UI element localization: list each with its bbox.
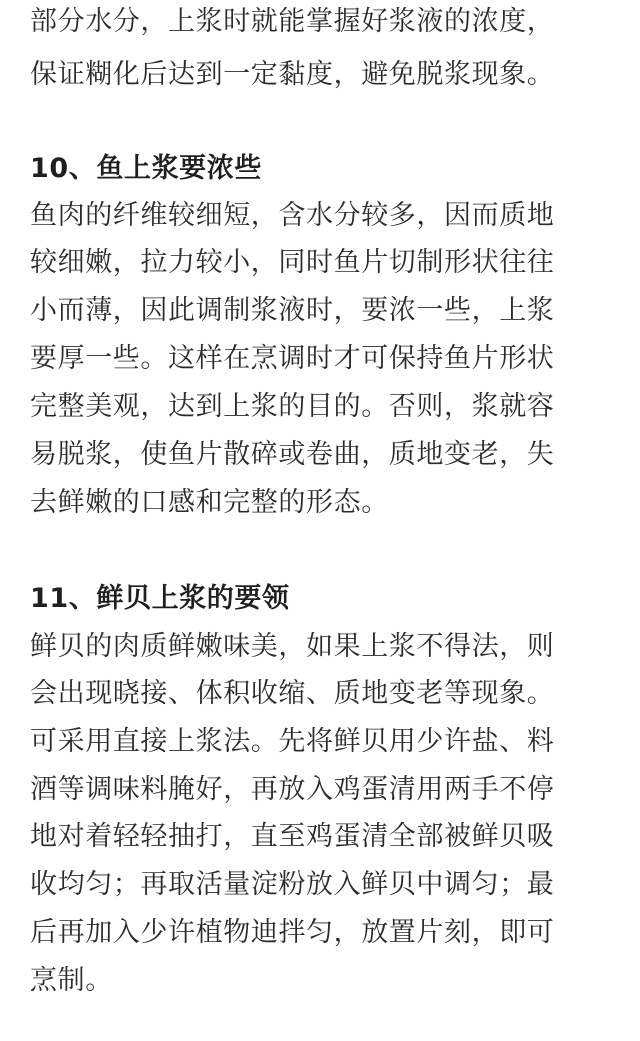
paragraph-line: 烹制。 <box>30 965 113 996</box>
paragraph-line: 鱼肉的纤维较细短，含水分较多，因而质地 <box>30 200 555 231</box>
paragraph-line: 后再加入少许植物迪拌匀，放置片刻，即可 <box>30 917 555 948</box>
paragraph-line: 收均匀；再取活量淀粉放入鲜贝中调匀；最 <box>30 869 555 900</box>
paragraph-line: 去鲜嫩的口感和完整的形态。 <box>30 487 389 518</box>
paragraph-line: 部分水分，上浆时就能掌握好浆液的浓度， <box>30 6 555 37</box>
section-heading-10: 10、鱼上浆要浓些 <box>30 153 262 184</box>
paragraph-line: 酒等调味料腌好，再放入鸡蛋清用两手不停 <box>30 774 555 805</box>
paragraph-line: 完整美观，达到上浆的目的。否则，浆就容 <box>30 391 555 422</box>
paragraph-line: 会出现晓接、体积收缩、质地变老等现象。 <box>30 678 555 709</box>
paragraph-line: 地对着轻轻抽打，直至鸡蛋清全部被鲜贝吸 <box>30 821 555 852</box>
paragraph-line: 易脱浆，使鱼片散碎或卷曲，质地变老，失 <box>30 439 555 470</box>
paragraph-line: 鲜贝的肉质鲜嫩味美，如果上浆不得法，则 <box>30 631 555 662</box>
paragraph-line: 可采用直接上浆法。先将鲜贝用少许盐、料 <box>30 726 555 757</box>
section-heading-11: 11、鲜贝上浆的要领 <box>30 583 290 614</box>
paragraph-line: 较细嫩，拉力较小，同时鱼片切制形状往往 <box>30 247 555 278</box>
paragraph-line: 小而薄，因此调制浆液时，要浓一些，上浆 <box>30 295 555 326</box>
paragraph-line: 要厚一些。这样在烹调时才可保持鱼片形状 <box>30 343 555 374</box>
paragraph-line: 保证糊化后达到一定黏度，避免脱浆现象。 <box>30 59 555 90</box>
